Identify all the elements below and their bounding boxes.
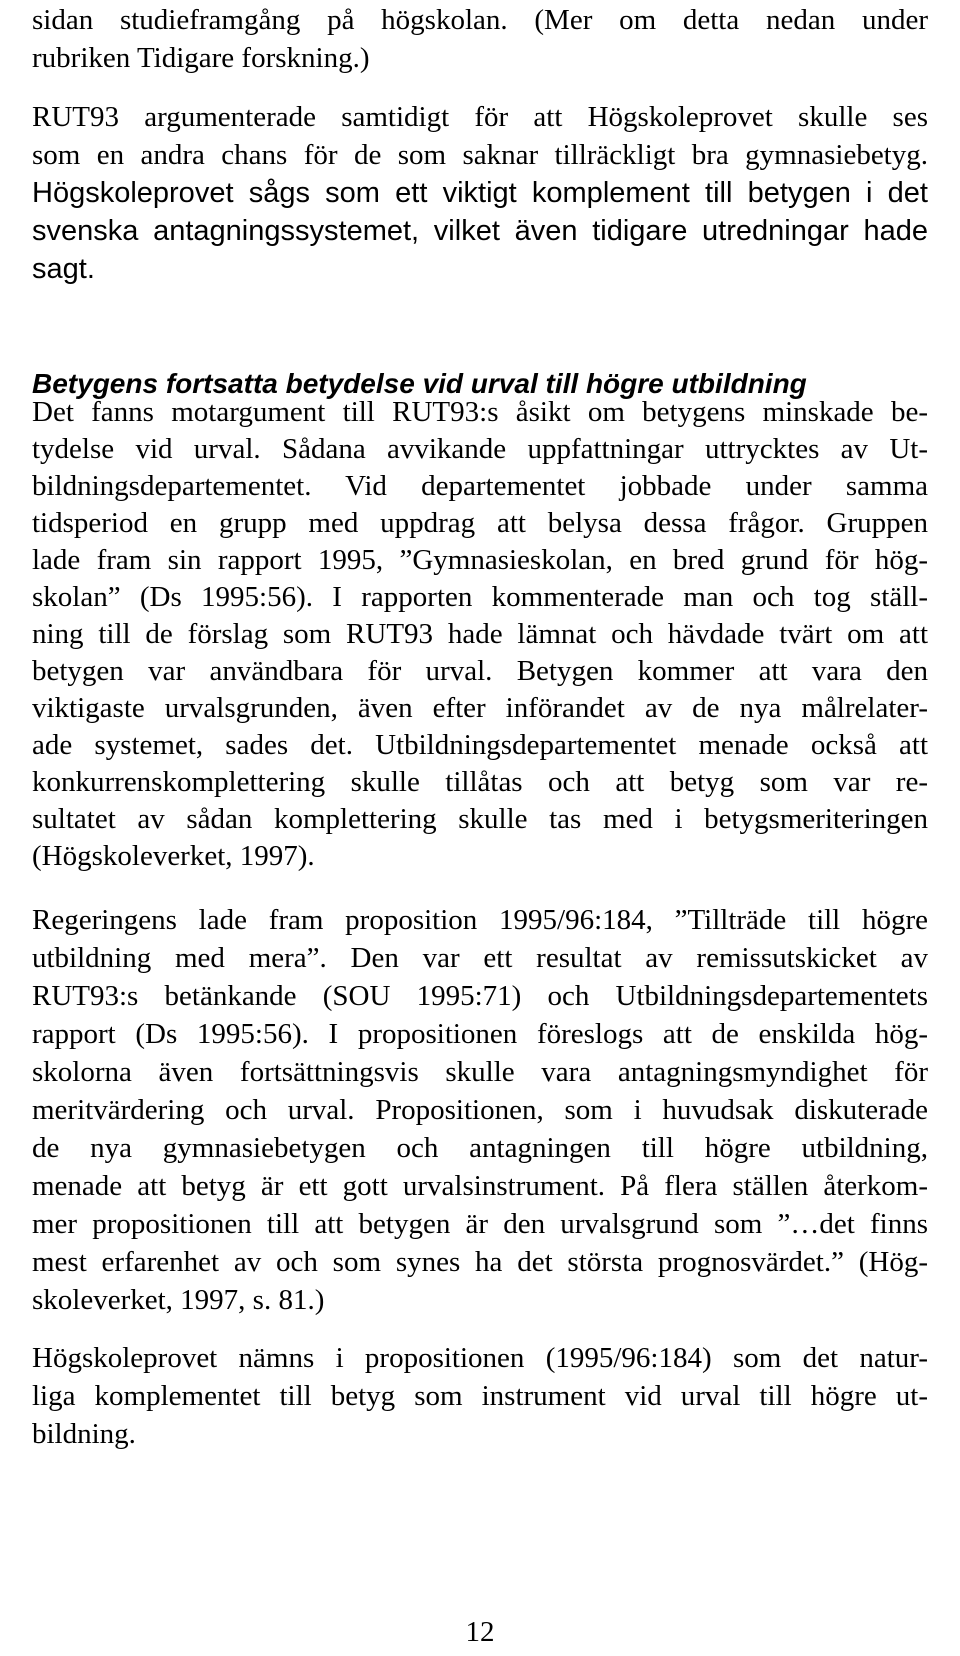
paragraph-4-line-3: RUT93:s betänkande (SOU 1995:71) och Utbildningsdepartementets <box>32 980 928 1012</box>
paragraph-2-line-1: RUT93 argumenterade samtidigt för att Högskoleprovet skulle ses <box>32 101 928 133</box>
paragraph-4-line-8: menade att betyg är ett gott urvalsinstrument. På flera ställen återkom- <box>32 1170 928 1202</box>
paragraph-4-line-9: mer propositionen till att betygen är den urvalsgrund som ”…det finns <box>32 1208 928 1240</box>
paragraph-4-line-4: rapport (Ds 1995:56). I propositionen föreslogs att de enskilda hög- <box>32 1018 928 1050</box>
paragraph-3-line-11: konkurrenskomplettering skulle tillåtas och att betyg som var re- <box>32 766 928 798</box>
paragraph-1-line-2: rubriken Tidigare forskning.) <box>32 42 370 74</box>
paragraph-3-line-13: (Högskoleverket, 1997). <box>32 840 315 872</box>
paragraph-3-line-4: tidsperiod en grupp med uppdrag att belysa dessa frågor. Gruppen <box>32 507 928 539</box>
paragraph-3-line-1: Det fanns motargument till RUT93:s åsikt om betygens minskade be- <box>32 396 928 428</box>
paragraph-2-line-5: sagt. <box>32 253 95 285</box>
paragraph-2-line-2: som en andra chans för de som saknar tillräckligt bra gymnasiebetyg. <box>32 139 928 171</box>
paragraph-4-line-2: utbildning med mera”. Den var ett resultat av remissutskicket av <box>32 942 928 974</box>
paragraph-4-line-7: de nya gymnasiebetygen och antagningen till högre utbildning, <box>32 1132 928 1164</box>
paragraph-3-line-2: tydelse vid urval. Sådana avvikande uppfattningar uttrycktes av Ut- <box>32 433 928 465</box>
paragraph-5-line-3: bildning. <box>32 1418 136 1450</box>
section-heading: Betygens fortsatta betydelse vid urval till högre utbildning <box>32 368 807 399</box>
paragraph-4-line-5: skolorna även fortsättningsvis skulle vara antagningsmyndighet för <box>32 1056 928 1088</box>
paragraph-3-line-9: viktigaste urvalsgrunden, även efter införandet av de nya målrelater- <box>32 692 928 724</box>
paragraph-4-line-6: meritvärdering och urval. Propositionen, som i huvudsak diskuterade <box>32 1094 928 1126</box>
paragraph-4-line-1: Regeringens lade fram proposition 1995/96:184, ”Tillträde till högre <box>32 904 928 936</box>
paragraph-3-line-8: betygen var användbara för urval. Betygen kommer att vara den <box>32 655 928 687</box>
paragraph-3-line-5: lade fram sin rapport 1995, ”Gymnasieskolan, en bred grund för hög- <box>32 544 928 576</box>
paragraph-2-line-4: svenska antagningssystemet, vilket även tidigare utredningar hade <box>32 215 928 247</box>
paragraph-3-line-12: sultatet av sådan komplettering skulle tas med i betygsmeriteringen <box>32 803 928 835</box>
paragraph-5-line-2: liga komplementet till betyg som instrument vid urval till högre ut- <box>32 1380 928 1412</box>
paragraph-3-line-6: skolan” (Ds 1995:56). I rapporten kommenterade man och tog ställ- <box>32 581 928 613</box>
page-number: 12 <box>465 1616 495 1648</box>
paragraph-5-line-1: Högskoleprovet nämns i propositionen (1995/96:184) som det natur- <box>32 1342 928 1374</box>
paragraph-3-line-7: ning till de förslag som RUT93 hade lämnat och hävdade tvärt om att <box>32 618 928 650</box>
paragraph-2-line-3: Högskoleprovet sågs som ett viktigt komplement till betygen i det <box>32 177 928 209</box>
paragraph-3-line-10: ade systemet, sades det. Utbildningsdepartementet menade också att <box>32 729 928 761</box>
paragraph-3-line-3: bildningsdepartementet. Vid departementet jobbade under samma <box>32 470 928 502</box>
paragraph-4-line-11: skoleverket, 1997, s. 81.) <box>32 1284 325 1316</box>
paragraph-4-line-10: mest erfarenhet av och som synes ha det största prognosvärdet.” (Hög- <box>32 1246 928 1278</box>
paragraph-1-line-1: sidan studieframgång på högskolan. (Mer om detta nedan under <box>32 4 928 36</box>
